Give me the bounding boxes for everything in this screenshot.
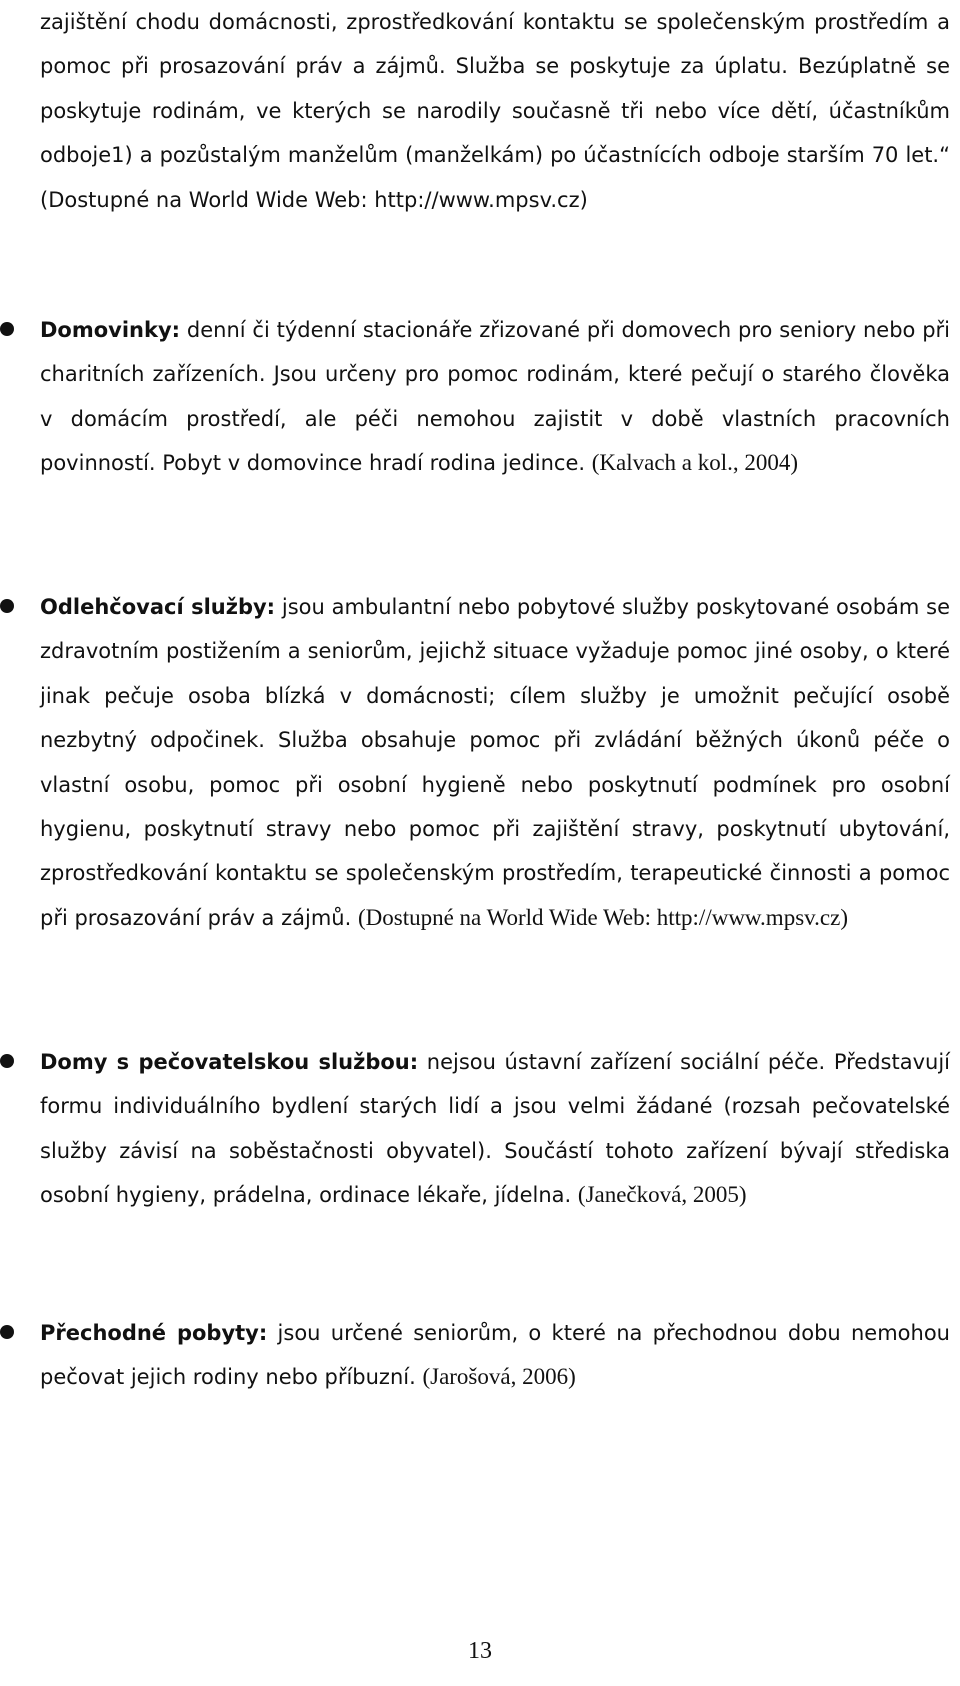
intro-text: zajištění chodu domácnosti, zprostředkování kontaktu se společenským prostředím a pomoc při prosazování práv a zájmů. Služba se poskytuje za úplatu. Bezúplatně se poskytuje rodinám, ve kterých se narodily současně tři nebo více dětí, účastníkům odboje1) a pozůstalým manželům (manželkám) po účastnících odboje starším 70 let.“ (Dostupné na World Wide Web: http://www.mpsv.cz) [40,10,950,212]
list-item-text [40,308,950,486]
bullet-icon [0,1054,14,1068]
bullet-icon [0,322,14,336]
bullet-icon [0,599,14,613]
term-label: Přechodné pobyty: [40,1321,268,1345]
citation: (Kalvach a kol., 2004) [591,450,799,476]
term-description: denní či týdenní stacionáře zřizované při domovech pro seniory nebo při charitních zařízeních. Jsou určeny pro pomoc rodinám, které pečují o starého člověka v domácím prostředí, ale péči nemohou zajistit v době vlastních pracovních povinností. Pobyt v domovince hradí rodina jedince. [40,318,950,476]
term-label: Domovinky: [40,318,181,342]
bullet-icon [0,1325,14,1339]
list-item-text [40,1311,950,1400]
list-item-text [40,1040,950,1218]
term-description: nejsou ústavní zařízení sociální péče. Představují formu individuálního bydlení starých lidí a jsou velmi žádané (rozsah pečovatelské služby závisí na soběstačnosti obyvatel). Součástí tohoto zařízení bývají střediska osobní hygieny, prádelna, ordinace lékaře, jídelna. [40,1050,950,1208]
term-description: jsou určené seniorům, o které na přechodnou dobu nemohou pečovat jejich rodiny nebo příbuzní. [40,1321,950,1390]
term-label: Domy s pečovatelskou službou: [40,1050,419,1074]
citation: (Janečková, 2005) [577,1182,747,1208]
citation: (Jarošová, 2006) [422,1364,576,1390]
citation: (Dostupné na World Wide Web: http://www.mpsv.cz) [357,904,848,930]
list-item-text [40,585,950,940]
term-label: Odlehčovací služby: [40,595,276,619]
term-description: jsou ambulantní nebo pobytové služby poskytované osobám se zdravotním postižením a seniorům, jejichž situace vyžaduje pomoc jiné osoby, o které jinak pečuje osoba blízká v domácnosti; cílem služby je umožnit pečující osobě nezbytný odpočinek. Služba obsahuje pomoc při zvládání běžných úkonů péče o vlastní osobu, pomoc při osobní hygieně nebo poskytnutí podmínek pro osobní hygienu, poskytnutí stravy nebo pomoc při zajištění stravy, poskytnutí ubytování, zprostředkování kontaktu se společenským prostředím, terapeutické činnosti a pomoc při prosazování práv a zájmů. [40,595,950,930]
page-number: 13 [468,1638,492,1664]
intro-paragraph [40,0,950,222]
